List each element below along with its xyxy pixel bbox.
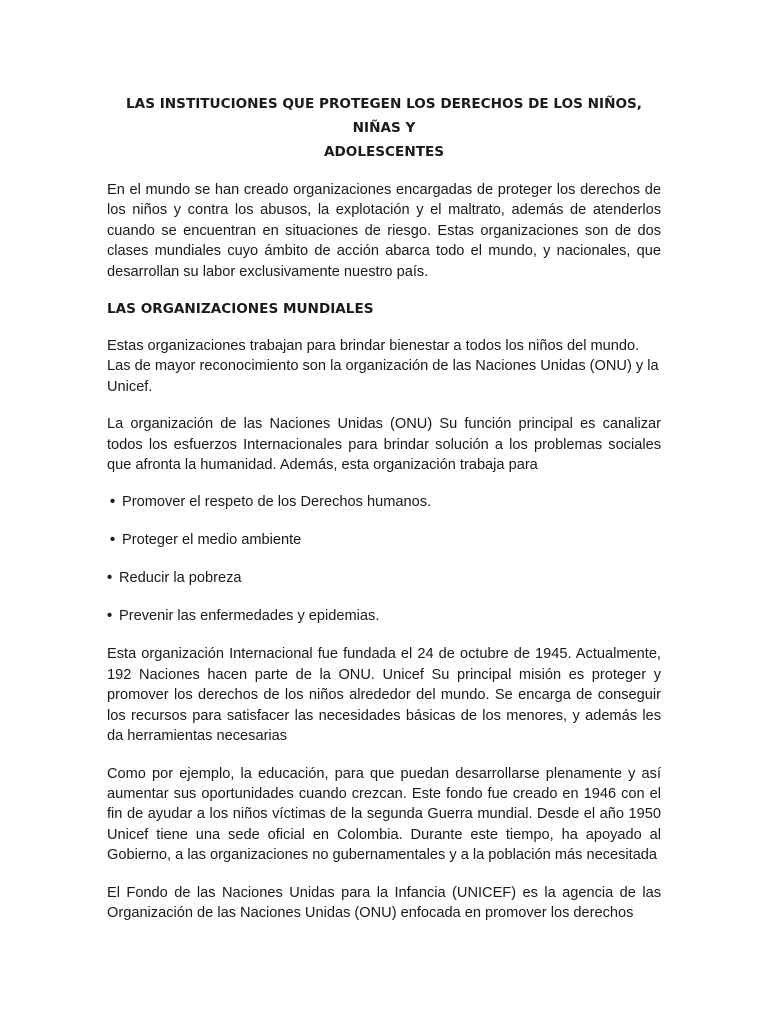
paragraph-onu: La organización de las Naciones Unidas (ONU) Su función principal es canalizar todos los esfuerzos Internacionales para brindar solución a los problemas sociales que afronta la humanidad. Además, esta organización trabaja para <box>107 416 661 474</box>
paragraph-unicef: El Fondo de las Naciones Unidas para la Infancia (UNICEF) es la agencia de las Organización de las Naciones Unidas (ONU) enfocada en promover los derechos <box>107 884 661 921</box>
title-line-1: LAS INSTITUCIONES QUE PROTEGEN LOS DERECHOS DE LOS NIÑOS, NIÑAS Y <box>126 96 642 136</box>
list-item <box>107 492 661 512</box>
bullet-icon: • <box>107 570 113 587</box>
intro-paragraph: En el mundo se han creado organizaciones encargadas de proteger los derechos de los niños y contra los abusos, la explotación y el maltrato, además de atenderlos cuando se encuentran en situaciones de riesgo. Estas organizaciones son de dos clases mundiales cuyo ámbito de acción abarca todo el mundo, y nacionales, que desarrollan su labor exclusivamente nuestro país. <box>107 182 661 280</box>
list-item-text: Prevenir las enfermedades y epidemias. <box>119 608 380 625</box>
list-item <box>107 530 661 550</box>
document-page <box>107 92 661 940</box>
bullet-icon: • <box>110 532 116 549</box>
section-heading-mundiales: LAS ORGANIZACIONES MUNDIALES <box>107 301 374 318</box>
bullet-icon: • <box>107 608 113 625</box>
bullet-icon: • <box>110 494 116 511</box>
title-line-2: ADOLESCENTES <box>323 144 445 160</box>
paragraph-educacion: Como por ejemplo, la educación, para que puedan desarrollarse plenamente y así aumentar sus oportunidades cuando crezcan. Este fondo fue creado en 1946 con el fin de ayudar a los niños víctimas de la segunda Guerra mundial. Desde el año 1950 Unicef tiene una sede oficial en Colombia. Durante este tiempo, ha apoyado al Gobierno, a las organizaciones no gubernamentales y a la población más necesitada <box>107 765 661 864</box>
list-item-text: Proteger el medio ambiente <box>122 532 302 549</box>
paragraph-fundada: Esta organización Internacional fue fundada el 24 de octubre de 1945. Actualmente, 192 Naciones hacen parte de la ONU. Unicef Su principal misión es proteger y promover los derechos de los niños alrededor del mundo. Se encarga de conseguir los recursos para satisfacer las necesidades básicas de los menores, y además les da herramientas necesarias <box>107 646 661 745</box>
paragraph-mundiales: Estas organizaciones trabajan para brindar bienestar a todos los niños del mundo. Las de mayor reconocimiento son la organización de las Naciones Unidas (ONU) y la Unicef. <box>107 338 659 395</box>
list-item <box>107 568 661 588</box>
list-item-text: Promover el respeto de los Derechos humanos. <box>122 494 432 511</box>
list-item <box>107 606 661 626</box>
list-item-text: Reducir la pobreza <box>119 570 242 587</box>
document-title <box>107 92 661 164</box>
